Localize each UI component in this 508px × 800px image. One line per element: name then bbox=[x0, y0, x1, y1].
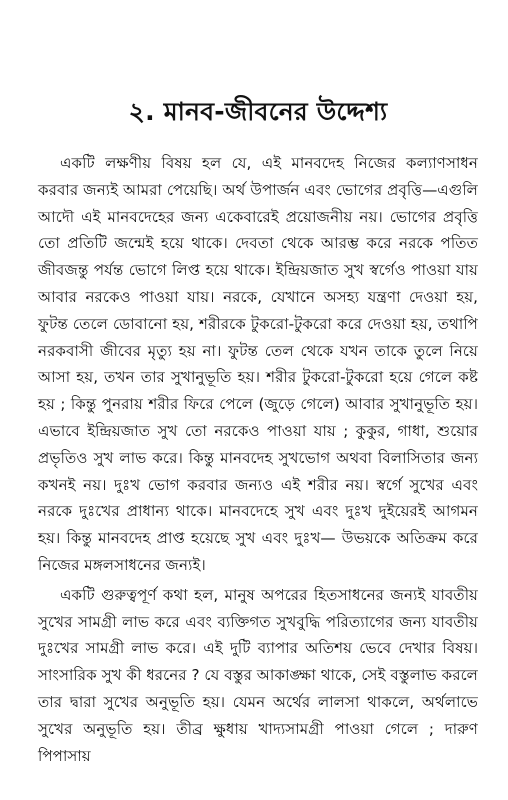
chapter-title: ২. মানব-জীবনের উদ্দেশ্য bbox=[128, 97, 388, 126]
paragraph-1: একটি লক্ষণীয় বিষয় হল যে, এই মানবদেহ নিজের কল্যাণসাধন করবার জন্যই আমরা পেয়েছি। অর্থ উপার্জন এবং ভোগের প্রবৃত্তি—এগুলি আদৌ এই মানবদেহের জন্য একেবারেই প্রয়োজনীয় নয়। ভোগের প্রবৃত্তি তো প্রতিটি জন্মেই হয়ে থাকে। দেবতা থেকে আরম্ভ করে নরকে পতিত জীবজন্তু পর্যন্ত ভোগে লিপ্ত হয়ে থাকে। ইন্দ্রিয়জাত সুখ স্বর্গেও পাওয়া যায় আবার নরকেও পাওয়া যায়। নরকে, যেখানে অসহ্য যন্ত্রণা দেওয়া হয়, ফুটন্ত তেলে ডোবানো হয়, শরীরকে টুকরো-টুকরো করে দেওয়া হয়, তথাপি নরকবাসী জীবের মৃত্যু হয় না। ফুটন্ত তেল থেকে যখন তাকে তুলে নিয়ে আসা হয়, তখন তার সুখানুভূতি হয়। শরীর টুকরো-টুকরো হয়ে গেলে কষ্ট হয় ; কিন্তু পুনরায় শরীর ফিরে পেলে (জুড়ে গেলে) আবার সুখানুভূতি হয়। এভাবে ইন্দ্রিয়জাত সুখ তো নরকেও পাওয়া যায় ; কুকুর, গাধা, শুয়োর প্রভৃতিও সুখ লাভ করে। কিন্তু মানবদেহ সুখভোগ অথবা বিলাসিতার জন্য কখনই নয়। দুঃখ ভোগ করবার জন্যও এই শরীর নয়। স্বর্গে সুখের এবং নরকে দুঃখের প্রাধান্য থাকে। মানবদেহে সুখ এবং দুঃখ দুইয়েরই আগমন হয়। কিন্তু মানবদেহ প্রাপ্ত হয়েছে সুখ এবং দুঃখ— উভয়কে অতিক্রম করে নিজের মঙ্গলসাধনের জন্যই। bbox=[38, 154, 478, 574]
chapter-body bbox=[38, 150, 478, 769]
paragraph-2: একটি গুরুত্বপূর্ণ কথা হল, মানুষ অপরের হিতসাধনের জন্যই যাবতীয় সুখের সামগ্রী লাভ করে এবং ব্যক্তিগত সুখবুদ্ধি পরিত্যাগের জন্য যাবতীয় দুঃখের সামগ্রী লাভ করে। এই দুটি ব্যাপার অতিশয় ভেবে দেখার বিষয়। সাংসারিক সুখ কী ধরনের ? যে বস্তুর আকাঙ্ক্ষা থাকে, সেই বস্তুলাভ করলে তার দ্বারা সুখের অনুভূতি হয়। যেমন অর্থের লালসা থাকলে, অর্থলাভে সুখের অনুভূতি হয়। তীব্র ক্ষুধায় খাদ্যসামগ্রী পাওয়া গেলে ; দারুণ পিপাসায় bbox=[38, 585, 478, 765]
book-page bbox=[38, 0, 478, 800]
